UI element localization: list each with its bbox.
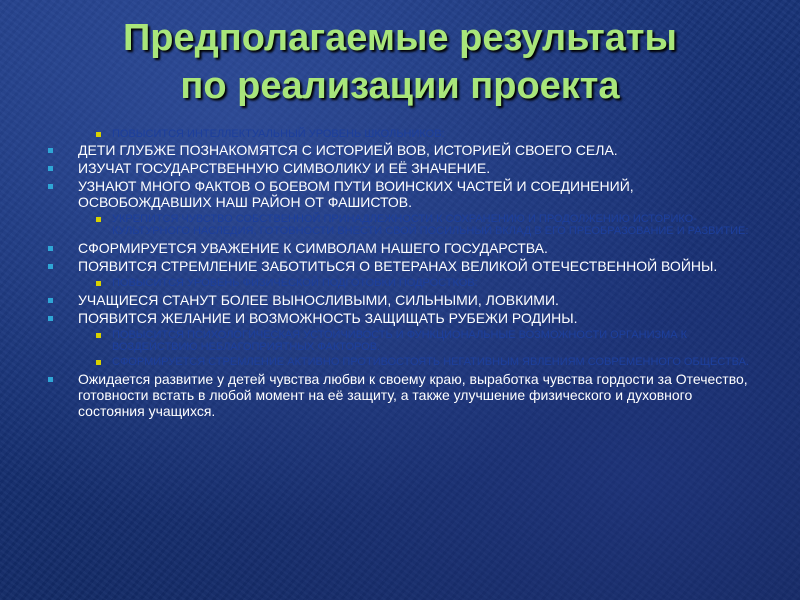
square-bullet-icon <box>48 298 53 303</box>
square-bullet-icon <box>48 148 53 153</box>
square-bullet-icon <box>48 166 53 171</box>
list-item: ПОЯВИТСЯ ЖЕЛАНИЕ И ВОЗМОЖНОСТЬ ЗАЩИЩАТЬ РУБЕЖИ РОДИНЫ. <box>60 310 760 326</box>
square-bullet-icon <box>48 377 53 382</box>
list-item: ПОЯВИТСЯ СТРЕМЛЕНИЕ ЗАБОТИТЬСЯ О ВЕТЕРАНАХ ВЕЛИКОЙ ОТЕЧЕСТВЕННОЙ ВОЙНЫ. <box>60 258 760 274</box>
square-bullet-icon <box>96 360 101 365</box>
list-item: ПОВЫСИТСЯ УРОВЕНЬ ФИЗИЧЕСКОЙ ПОДГОТОВКИ ПОДРОСТКОВ: <box>112 277 760 289</box>
list-item: УКРЕПИТСЯ ЧУВСТВО СОБСТВЕННОЙ ПРИНАДЛЕЖНОСТИ К СОХРАНЕНИЮ И ПРОДОЛЖЕНИЮ ИСТОРИКО-КУЛЬТУРНОГО НАСЛЕДИЯ, ГОТОВНОСТИ ВНЕСТИ СВОЙ ПОСИЛЬНЫЙ ВКЛАД В ЕГО ПРЕОБРАЗОВАНИЕ И РАЗВИТИЕ: <box>112 213 760 237</box>
square-bullet-icon <box>96 217 101 222</box>
list-item: СФОРМИРУЕТСЯ СТРЕМЛЕНИЕ АКТИВНО ПРОТИВОСТОЯТЬ НЕГАТИВНЫМ ЯВЛЕНИЯМ СОВРЕМЕННОГО ОБЩЕСТВА. <box>112 356 760 368</box>
square-bullet-icon <box>48 184 53 189</box>
list-item: ДЕТИ ГЛУБЖЕ ПОЗНАКОМЯТСЯ С ИСТОРИЕЙ ВОВ, ИСТОРИЕЙ СВОЕГО СЕЛА. <box>60 142 760 158</box>
list-item: УЧАЩИЕСЯ СТАНУТ БОЛЕЕ ВЫНОСЛИВЫМИ, СИЛЬНЫМИ, ЛОВКИМИ. <box>60 292 760 308</box>
square-bullet-icon <box>48 264 53 269</box>
list-item: СФОРМИРУЕТСЯ УВАЖЕНИЕ К СИМВОЛАМ НАШЕГО ГОСУДАРСТВА. <box>60 240 760 256</box>
list-item: ИЗУЧАТ ГОСУДАРСТВЕННУЮ СИМВОЛИКУ И ЕЁ ЗНАЧЕНИЕ. <box>60 160 760 176</box>
slide-title-line-2: по реализации проекта <box>180 65 620 107</box>
list-item: ПОВЫСИТСЯ ИНТЕЛЛЕКТУАЛЬНЫЙ УРОВЕНЬ ШКОЛЬНИКОВ: <box>112 128 760 140</box>
square-bullet-icon <box>96 132 101 137</box>
list-item: ПОВЫСИТСЯ ПСИХОЛОГИЧЕСКАЯ УСТОЙЧИВОСТЬ И ФУНКЦИОНАЛЬНЫЕ ВОЗМОЖНОСТИ ОРГАНИЗМА К ВОЗДЕЙСТВИЮ НЕБЛАГОПРИЯТНЫХ ФАКТОРОВ. <box>112 329 760 353</box>
slide-title <box>0 14 800 110</box>
list-item: УЗНАЮТ МНОГО ФАКТОВ О БОЕВОМ ПУТИ ВОИНСКИХ ЧАСТЕЙ И СОЕДИНЕНИЙ, ОСВОБОЖДАВШИХ НАШ РАЙОН ОТ ФАШИСТОВ. <box>60 178 760 210</box>
square-bullet-icon <box>96 333 101 338</box>
square-bullet-icon <box>96 281 101 286</box>
list-item: Ожидается развитие у детей чувства любви к своему краю, выработка чувства гордости за Отечество, готовности встать в любой момент на её защиту, а также улучшение физического и духовного состояния учащихся. <box>78 371 760 419</box>
square-bullet-icon <box>48 316 53 321</box>
slide-title-line-1: Предполагаемые результаты <box>122 17 677 59</box>
bullet-list <box>60 128 760 419</box>
square-bullet-icon <box>48 246 53 251</box>
